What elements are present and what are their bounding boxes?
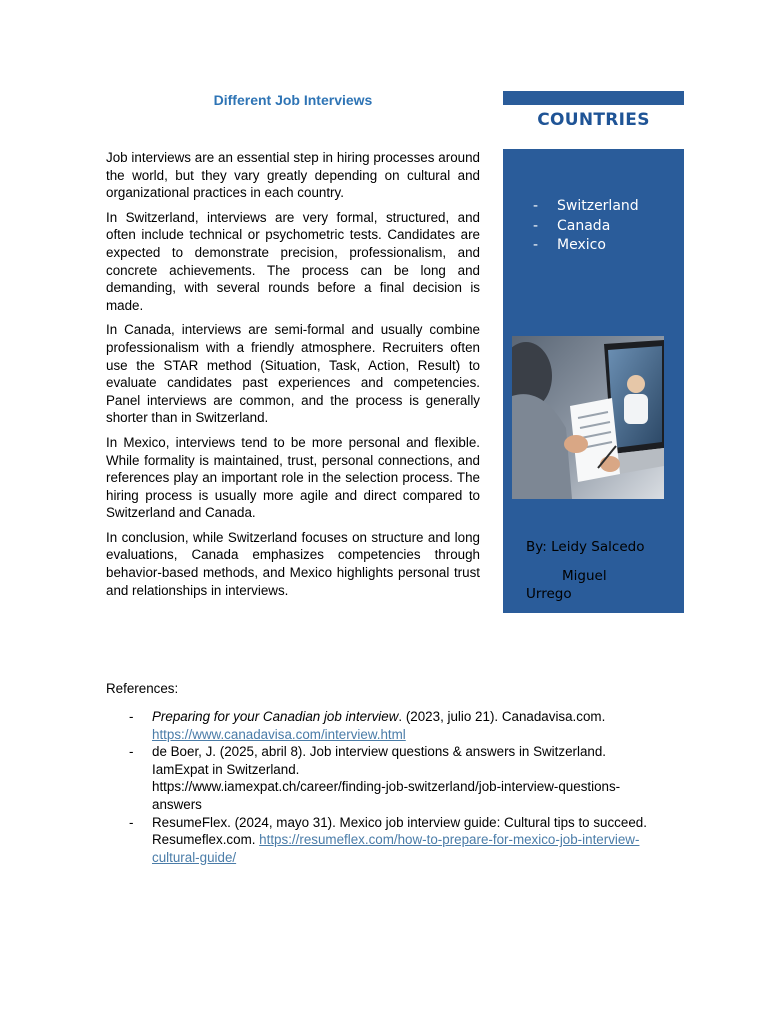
sidebar-top-bar <box>503 91 684 105</box>
list-item <box>129 743 661 813</box>
intro-paragraph: Job interviews are an essential step in hiring processes around the world, but they vary greatly depending on cultural and organizational practices in each country. <box>106 150 480 201</box>
mexico-paragraph: In Mexico, interviews tend to be more personal and flexible. While formality is maintained, trust, personal connections, and references play an important role in the selection process. The hiring process is usually more agile and direct compared to Switzerland and Canada. <box>106 434 480 521</box>
authors-line-1: By: Leidy Salcedo <box>526 539 645 555</box>
sidebar-heading: COUNTRIES <box>537 110 650 130</box>
list-dash: - <box>533 237 539 254</box>
reference-3-text: ResumeFlex. (2024, mayo 31). Mexico job interview guide: Cultural tips to succeed. Resumeflex.com. <box>152 814 647 848</box>
list-dash: - <box>129 744 134 760</box>
body-text <box>106 149 480 606</box>
conclusion-paragraph: In conclusion, while Switzerland focuses on structure and long evaluations, Canada emphasizes competencies through behavior-based methods, and Mexico highlights personal trust and relationships in interviews. <box>106 529 480 598</box>
list-dash: - <box>533 217 539 234</box>
sidebar-panel <box>503 149 684 613</box>
country-switzerland: Switzerland <box>557 198 639 214</box>
country-list <box>533 197 639 256</box>
reference-2-line-1: de Boer, J. (2025, abril 8). Job interview questions & answers in Switzerland. <box>152 744 607 760</box>
list-dash: - <box>129 814 134 830</box>
reference-1-link[interactable]: https://www.canadavisa.com/interview.html <box>152 726 406 742</box>
reference-1-text: . (2023, julio 21). Canadavisa.com. <box>398 709 606 724</box>
reference-3-link[interactable]: https://resumeflex.com/how-to-prepare-for-mexico-job-interview-cultural-guide/ <box>152 832 640 865</box>
list-dash: - <box>533 198 539 214</box>
list-item <box>129 814 661 867</box>
canada-paragraph: In Canada, interviews are semi-formal and usually combine professionalism with a friendly atmosphere. Recruiters often use the STAR method (Situation, Task, Action, Result) to evaluate candidates past experiences and competencies. Panel interviews are common, and the process is generally shorter than in Switzerland. <box>106 322 480 426</box>
list-item <box>533 236 639 256</box>
switzerland-paragraph: In Switzerland, interviews are very formal, structured, and often include technical or psychometric tests. Candidates are expected to demonstrate precision, professionalism, and concrete achievements. The process can be long and demanding, with several rounds before a final decision is made. <box>106 209 480 313</box>
authors-line-3: Urrego <box>526 586 572 602</box>
document-title: Different Job Interviews <box>213 92 373 108</box>
authors-line-2: Miguel <box>562 568 607 584</box>
country-canada: Canada <box>557 217 611 234</box>
interview-photo-illustration <box>512 336 664 499</box>
country-mexico: Mexico <box>557 237 606 254</box>
reference-2-line-2: IamExpat in Switzerland. <box>152 761 300 777</box>
list-item <box>533 197 639 217</box>
list-item <box>129 708 661 743</box>
references-label: References: <box>106 681 179 696</box>
authors <box>526 538 676 603</box>
list-item <box>533 217 639 237</box>
list-dash: - <box>129 709 134 724</box>
reference-2-url: https://www.iamexpat.ch/career/finding-job-switzerland/job-interview-questions-answers <box>152 779 621 812</box>
reference-1-title: Preparing for your Canadian job interview <box>152 709 399 724</box>
references-list <box>129 708 661 866</box>
interview-photo <box>512 336 664 499</box>
